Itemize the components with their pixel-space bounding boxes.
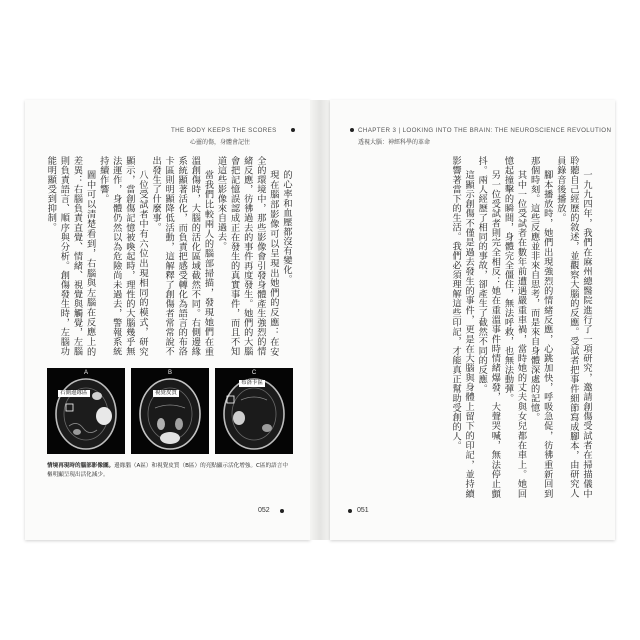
paragraph: 圖中可以清楚看到，右腦與左腦在反應上的差異：右腦負責直覺、情緒、視覺與觸覺，左腦則負責語言、順序與分析。創傷發生時，左腦功能明顯受到抑制。 [45, 156, 96, 356]
right-running-head: CHAPTER 3 | LOOKING INTO THE BRAIN: THE NEUROSCIENCE REVOLUTION [358, 127, 612, 134]
paragraph: 的心率和血壓都沒有變化。 [281, 169, 292, 284]
caption-text: 邊緣腦（A區）和視覺皮質（B區）的亮點顯示活化增強。C區的語言中樞明顯呈現出活化減少。 [47, 463, 288, 478]
right-body-text [347, 156, 593, 498]
figure-caption [47, 462, 293, 480]
paragraph: 八位受試者中有六位出現相同的模式，研究顯示，當創傷記憶被喚起時，理性的大腦幾乎無法運作，身體仍然以為危險尚未過去，警報系統持續作響。 [97, 156, 148, 356]
scan-label-c: 布洛卡區 [241, 380, 264, 386]
left-folio-bullet [280, 509, 284, 513]
paragraph: 其中一位受試者在數年前遭遇嚴重車禍，當時她的丈夫與女兒都在車上。她回憶起撞擊的瞬間，身體完全僵住，無法呼救，也無法動彈。 [502, 156, 527, 498]
panel-letter-b: B [167, 370, 172, 376]
paragraph: 這顯示創傷不僅是過去發生的事件，更是在大腦與身體上留下的印記，並持續影響著當下的生活。我們必須理解這些印記，才能真正幫助受創的人。 [450, 156, 475, 498]
paragraph: 另一位受試者則完全相反：她在重溫事件時情緒爆發，大聲哭喊，無法停止顫抖。兩人經歷了相同的事故，卻產生了截然不同的反應。 [476, 156, 501, 498]
brain-scan-panel-a [47, 368, 125, 454]
book-gutter [310, 100, 330, 540]
paragraph: 當我們比較兩人的腦部掃描，發現她們在重溫創傷時，大腦的活化區域截然不同。右側邊緣系統顯著活化，而負責把感受轉化為語言的布洛卡區則明顯降低活動，這解釋了創傷者常常說不出發生了什麼事。 [150, 156, 214, 356]
right-folio-bullet [348, 509, 352, 513]
left-running-subtitle: 心靈的傷，身體會記住 [190, 139, 251, 146]
brain-scan-panel-b [131, 368, 209, 454]
brain-scan-panel-c [215, 368, 293, 454]
left-page-number: 052 [258, 507, 270, 514]
caption-title: 情境再現時的腦部影像圖。 [47, 463, 115, 469]
panel-letter-c: C [251, 370, 257, 376]
paragraph: 腳本播放時，她們出現強烈的情緒反應，心跳加快，呼吸急促，彷彿重新回到那個時刻。這些反應並非來自思考，而是來自身體深處的記憶。 [528, 156, 553, 498]
left-body-text [47, 156, 293, 356]
brain-scan-figure [47, 368, 293, 454]
paragraph: 現在腦部影像可以呈現出她們的反應：在安全的環境中，那些影像會引發身體產生強烈的情緒反應，彷彿過去的事件再度發生。她們的大腦會把記憶誤認成正在發生的真實事件，而且不知道這些影像來自過去。 [215, 156, 279, 356]
right-running-subtitle: 透視大腦：神經科學的革命 [358, 139, 431, 146]
panel-letter-a: A [83, 370, 88, 376]
scan-label-a: 右側邊緣區 [60, 390, 88, 396]
right-header-bullet [350, 128, 354, 132]
left-header-bullet [291, 128, 295, 132]
scan-label-b: 視覺皮質 [155, 390, 178, 396]
paragraph: 一九九四年，我們在麻州總醫院進行了一項研究，邀請創傷受試者在掃描儀中聆聽自己經歷的敘述，並觀察大腦的反應。受試者把事件細節寫成腳本，由研究人員錄音後播放。 [554, 156, 592, 498]
right-page-number: 051 [357, 507, 369, 514]
left-running-head: THE BODY KEEPS THE SCORES [171, 127, 277, 134]
